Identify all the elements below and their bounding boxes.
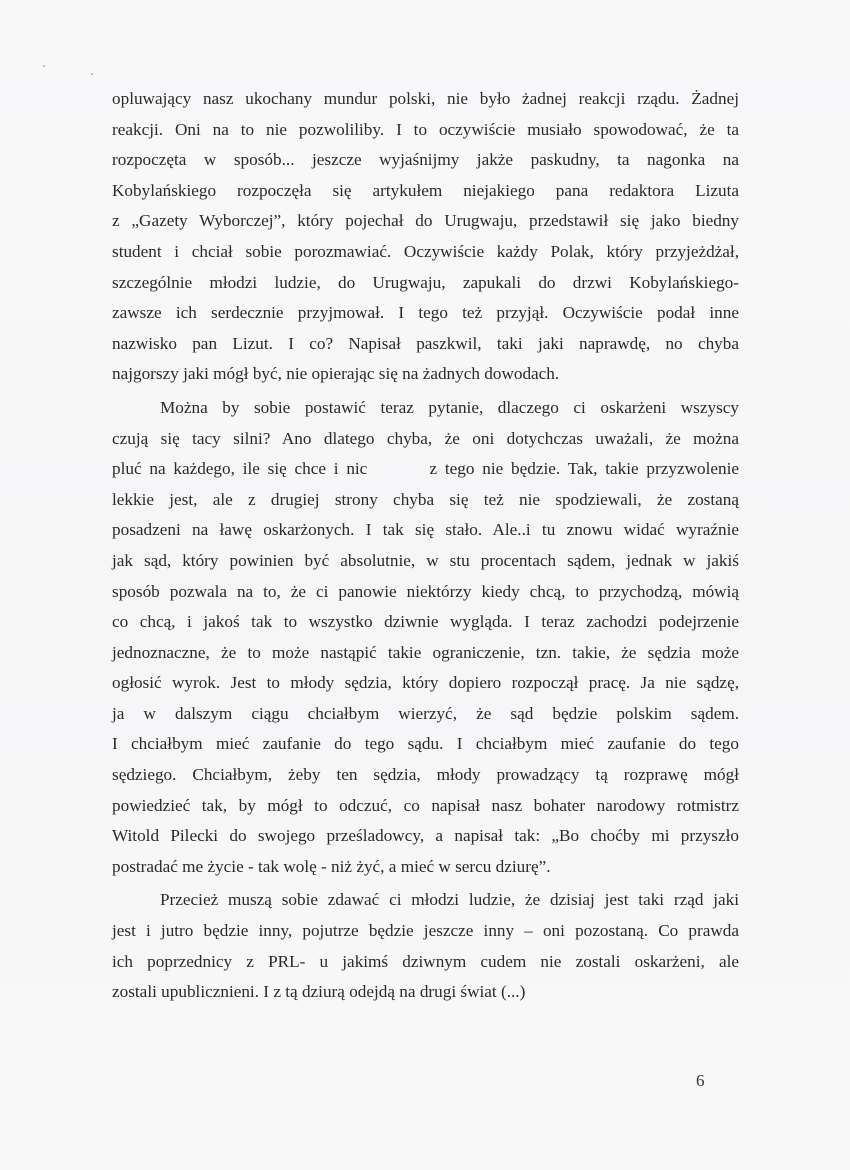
text-line: student i chciał sobie porozmawiać. Oczywiście każdy Polak, który przyjeżdżał, (112, 241, 739, 261)
text-line: ogłosić wyrok. Jest to młody sędzia, który dopiero rozpoczął pracę. Ja nie sądzę, (112, 673, 739, 693)
text-line: posadzeni na ławę oskarżonych. I tak się stało. Ale..i tu znowu widać wyraźnie (112, 520, 739, 540)
document-body (112, 84, 739, 1008)
text-line: jest i jutro będzie inny, pojutrze będzie jeszcze inny – oni pozostaną. Co prawda (112, 921, 739, 941)
text-line: zawsze ich serdecznie przyjmował. I tego też przyjął. Oczywiście podał inne (112, 303, 739, 323)
text-line: reakcji. Oni na to nie pozwoliliby. I to oczywiście musiało spowodować, że ta (112, 119, 739, 139)
text-line: opluwający nasz ukochany mundur polski, nie było żadnej reakcji rządu. Żadnej (112, 89, 739, 108)
text-line: sposób pozwala na to, że ci panowie niektórzy kiedy chcą, to przychodzą, mówią (112, 581, 739, 601)
text-line: co chcą, i jakoś tak to wszystko dziwnie wygląda. I teraz zachodzi podejrzenie (112, 612, 739, 632)
text-line: z „Gazety Wyborczej”, który pojechał do Urugwaju, przedstawił się jako biedny (112, 211, 739, 231)
scan-speck (91, 73, 93, 75)
text-line: Witold Pilecki do swojego prześladowcy, a napisał tak: „Bo choćby mi przyszło (112, 826, 739, 846)
page-number: 6 (696, 1071, 705, 1090)
text-line: Kobylańskiego rozpoczęła się artykułem niejakiego pana redaktora Lizuta (112, 180, 739, 200)
text-line: sędziego. Chciałbym, żeby ten sędzia, młody prowadzący tą rozprawę mógł (112, 765, 739, 785)
text-line: I chciałbym mieć zaufanie do tego sądu. I chciałbym mieć zaufanie do tego (112, 734, 739, 754)
text-line: postradać me życie - tak wolę - niż żyć, a mieć w sercu dziurę”. (112, 856, 551, 876)
text-line: lekkie jest, ale z drugiej strony chyba się też nie spodziewali, że zostaną (112, 489, 739, 509)
text-line: Można by sobie postawić teraz pytanie, dlaczego ci oskarżeni wszyscy (160, 397, 739, 417)
scan-speck (43, 65, 45, 67)
text-line: szczególnie młodzi ludzie, do Urugwaju, zapukali do drzwi Kobylańskiego- (112, 272, 739, 292)
text-line: pluć na każdego, ile się chce i nic z tego nie będzie. Tak, takie przyzwolenie (112, 459, 739, 479)
text-line: najgorszy jaki mógł być, nie opierając się na żadnych dowodach. (112, 364, 560, 384)
text-line: Przecież muszą sobie zdawać ci młodzi ludzie, że dzisiaj jest taki rząd jaki (160, 890, 739, 910)
text-line: jednoznaczne, że to może nastąpić takie ograniczenie, tzn. takie, że sędzia może (112, 642, 739, 662)
paragraph-3 (112, 885, 739, 1007)
paragraph-1 (112, 84, 739, 390)
text-line: nazwisko pan Lizut. I co? Napisał paszkwil, taki jaki naprawdę, no chyba (112, 333, 739, 353)
text-line: ich poprzednicy z PRL- u jakimś dziwnym cudem nie zostali oskarżeni, ale (112, 951, 739, 971)
text-line: rozpoczęta w sposób... jeszcze wyjaśnijmy jakże paskudny, ta nagonka na (112, 150, 739, 170)
text-line: powiedzieć tak, by mógł to odczuć, co napisał nasz bohater narodowy rotmistrz (112, 795, 739, 815)
text-line: jak sąd, który powinien być absolutnie, w stu procentach sądem, jednak w jakiś (112, 550, 739, 570)
text-line: czują się tacy silni? Ano dlatego chyba, że oni dotychczas uważali, że można (112, 428, 739, 448)
text-line: zostali upublicznieni. I z tą dziurą odejdą na drugi świat (...) (112, 982, 526, 1002)
paragraph-2 (112, 393, 739, 883)
text-line: ja w dalszym ciągu chciałbym wierzyć, że sąd będzie polskim sądem. (112, 703, 739, 723)
